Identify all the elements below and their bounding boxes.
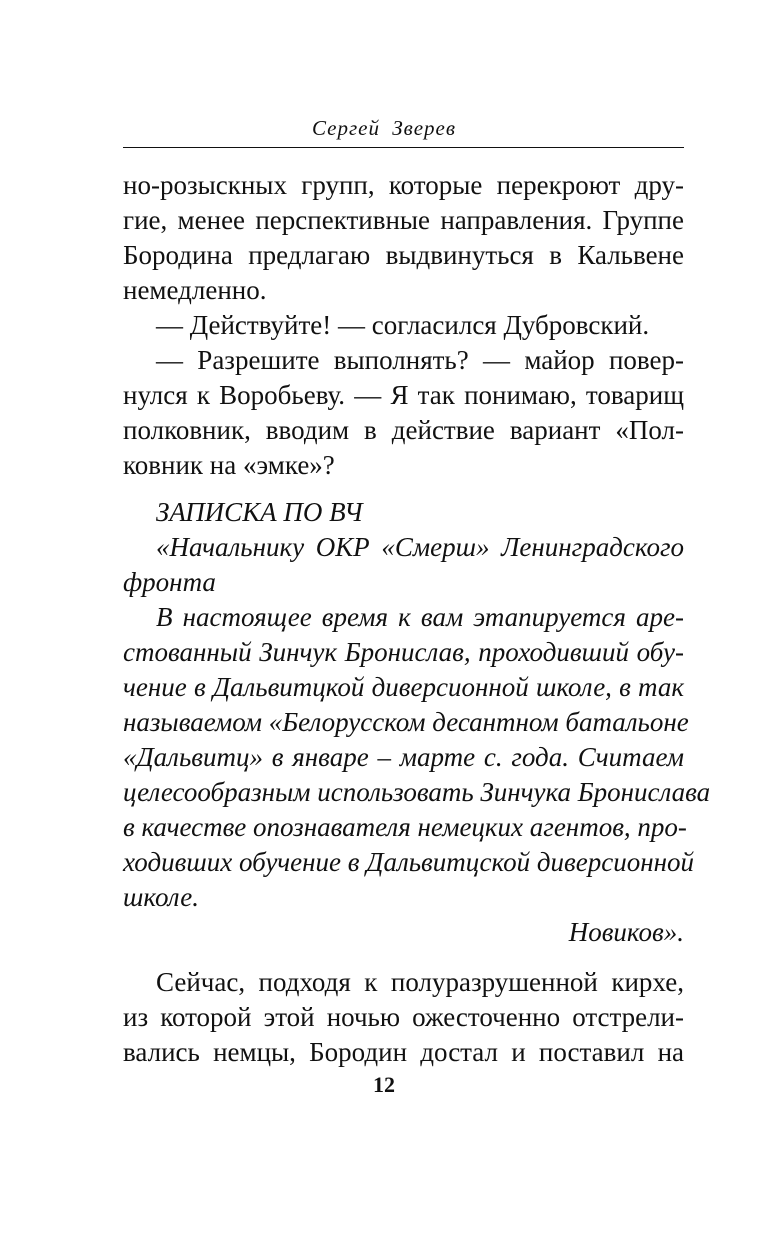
- running-header: Сергей Зверев: [311, 116, 456, 140]
- dialogue-line: — Действуйте! — согласился Дубровский.: [156, 310, 650, 340]
- header-rule: [123, 147, 684, 148]
- note-signature: Новиков».: [568, 917, 684, 947]
- note-body-line: в качестве опознавателя немецких агентов, про-: [123, 812, 687, 842]
- paragraph-continuation: [123, 168, 684, 483]
- text-line: полковник, вводим в действие вариант «Пол-: [123, 415, 684, 445]
- note-body-line: чение в Дальвитцкой диверсионной школе, в так: [123, 672, 684, 702]
- note-body-line: целесообразным использовать Зинчука Бронислава: [123, 777, 711, 807]
- text-line: ковник на «эмке»?: [123, 450, 335, 480]
- note-title: ЗАПИСКА ПО ВЧ: [156, 497, 363, 527]
- note-body-line: стованный Зинчук Бронислав, проходивший обу-: [123, 637, 684, 667]
- page-number: 12: [373, 1072, 395, 1097]
- text-line: Сейчас, подходя к полуразрушенной кирхе,: [156, 967, 684, 997]
- note-block: [123, 495, 711, 950]
- note-body-line: школе.: [123, 882, 199, 912]
- text-line: вались немцы, Бородин достал и поставил на: [123, 1037, 684, 1067]
- text-line: гие, менее перспективные направления. Группе: [123, 205, 684, 235]
- paragraph-final: [123, 965, 684, 1070]
- text-line: из которой этой ночью ожесточенно отстрели-: [123, 1002, 684, 1032]
- note-body-line: ходивших обучение в Дальвитцской диверсионной: [123, 847, 695, 877]
- note-body-line: В настоящее время к вам этапируется аре-: [156, 602, 684, 632]
- text-line: но-розыскных групп, которые перекроют дру-: [123, 170, 684, 200]
- text-line: нулся к Воробьеву. — Я так понимаю, товарищ: [123, 380, 684, 410]
- note-body-line: «Дальвитц» в январе – марте с. года. Считаем: [123, 742, 684, 772]
- dialogue-line: — Разрешите выполнять? — майор повер-: [156, 345, 684, 375]
- note-addressee-line: «Начальнику ОКР «Смерш» Ленинградского: [156, 532, 684, 562]
- text-line: немедленно.: [123, 275, 267, 305]
- note-addressee-line: фронта: [123, 567, 216, 597]
- text-line: Бородина предлагаю выдвинуться в Кальвене: [123, 240, 684, 270]
- note-body-line: называемом «Белорусском десантном батальоне: [123, 707, 689, 737]
